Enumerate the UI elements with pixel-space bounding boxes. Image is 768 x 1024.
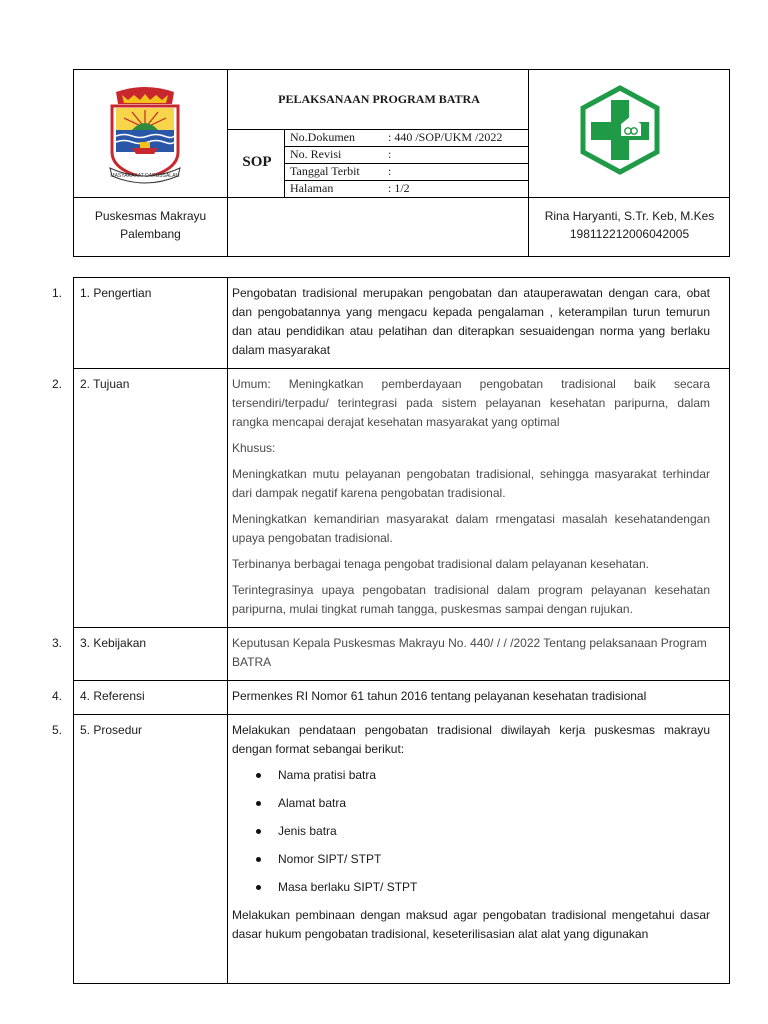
section-paragraph: Umum: Meningkatkan pemberdayaan pengobatan tradisional baik secara tersendiri/terpadu/ terintegrasi pada sistem pelayanan kesehatan paripurna, dalam rangka mencapai derajat kesehatan masyarakat yang optimal <box>232 377 710 429</box>
doc-info-value: : 440 /SOP/UKM /2022 <box>388 130 503 144</box>
section-number: 1. <box>52 286 63 300</box>
section-heading: 3. Kebijakan <box>74 628 228 680</box>
section-heading: 2. Tujuan <box>74 369 228 627</box>
header-divider <box>227 70 228 256</box>
section-heading: 1. Pengertian <box>74 278 228 368</box>
section-paragraph: Keputusan Kepala Puskesmas Makrayu No. 440/ / / /2022 Tentang pelaksanaan Program BATRA <box>232 636 707 669</box>
sop-label: SOP <box>242 154 272 170</box>
section-heading: 4. Referensi <box>74 681 228 714</box>
puskesmas-logo <box>577 84 663 176</box>
section-row-tujuan <box>52 368 729 627</box>
section-paragraph: Pengobatan tradisional merupakan pengobatan dan atauperawatan dengan cara, obat dan pengobatannya yang mengacu kepada pengalaman , keterampilan turun temurun dan atau pendidikan atau pelatihan dan diterapkan sesuaidengan norma yang berlaku dalam masyarakat <box>232 286 710 357</box>
head-cell <box>529 207 730 243</box>
section-paragraph: Meningkatkan mutu pelayanan pengobatan tradisional, sehingga masyarakat terhindar dari dampak negatif karena pengobatan tradisional. <box>232 467 710 500</box>
section-paragraph: Terbinanya berbagai tenaga pengobat tradisional dalam pelayanan kesehatan. <box>232 557 649 571</box>
list-item: Nomor SIPT/ STPT <box>254 850 710 869</box>
section-paragraph: Khusus: <box>232 441 276 455</box>
org-line-1: Puskesmas Makrayu <box>94 209 207 223</box>
document-title: PELAKSANAAN PROGRAM BATRA <box>278 92 480 106</box>
page-row <box>290 181 410 196</box>
doc-info-label: No. Revisi <box>290 147 342 161</box>
section-body <box>228 278 729 368</box>
doc-number-row <box>290 130 502 145</box>
list-item: Alamat batra <box>254 794 710 813</box>
section-number: 5. <box>52 723 63 737</box>
doc-info-label: Tanggal Terbit <box>290 164 360 178</box>
palembang-crest-logo <box>102 86 188 186</box>
issue-date-row <box>290 164 391 179</box>
doc-info-value: : <box>388 147 392 161</box>
org-line-2: Palembang <box>120 227 181 241</box>
section-paragraph: Meningkatkan kemandirian masyarakat dalam rmengatasi masalah kesehatandengan upaya pengobatan tradisional. <box>232 512 710 545</box>
list-item: Masa berlaku SIPT/ STPT <box>254 878 710 897</box>
section-number: 2. <box>52 377 63 391</box>
section-body <box>228 715 729 983</box>
doc-info-label: Halaman <box>290 181 334 195</box>
organization-cell <box>74 207 227 243</box>
procedure-bullet-list <box>232 766 710 897</box>
section-number: 3. <box>52 636 63 650</box>
head-nip: 198112212006042005 <box>569 227 690 241</box>
doc-info-label: No.Dokumen <box>290 130 355 144</box>
head-name: Rina Haryanti, S.Tr. Keb, M.Kes <box>544 209 715 223</box>
section-row-referensi <box>52 680 729 714</box>
sop-header-table <box>73 69 730 257</box>
section-paragraph: Terintegrasinya upaya pengobatan tradisional dalam program pelayanan kesehatan paripurna, mulai tingkat rumah tangga, puskesmas sampai dengan rujukan. <box>232 583 710 616</box>
list-item: Jenis batra <box>254 822 710 841</box>
section-body <box>228 369 729 627</box>
section-body <box>228 628 729 680</box>
section-paragraph: Melakukan pendataan pengobatan tradisional diwilayah kerja puskesmas makrayu dengan format sebangai berikut: <box>232 723 710 756</box>
section-paragraph: Melakukan pembinaan dengan maksud agar pengobatan tradisional mengetahui dasar dasar hukum pengobatan tradisional, keseterilisasian alat alat yang digunakan <box>232 908 710 941</box>
doc-info-value: : 1/2 <box>388 181 410 195</box>
section-row-kebijakan <box>52 627 729 680</box>
sop-content-table <box>52 277 730 984</box>
section-number: 4. <box>52 689 63 703</box>
revision-row <box>290 147 391 162</box>
section-row-prosedur <box>52 714 729 983</box>
header-divider <box>74 197 730 198</box>
section-heading: 5. Prosedur <box>74 715 228 983</box>
section-row-pengertian <box>52 278 729 368</box>
section-paragraph: Permenkes RI Nomor 61 tahun 2016 tentang pelayanan kesehatan tradisional <box>232 689 647 703</box>
list-item: Nama pratisi batra <box>254 766 710 785</box>
doc-info-value: : <box>388 164 392 178</box>
crest-motto: MASYARAKAT DARUSSALAM <box>110 173 180 179</box>
section-body <box>228 681 729 714</box>
